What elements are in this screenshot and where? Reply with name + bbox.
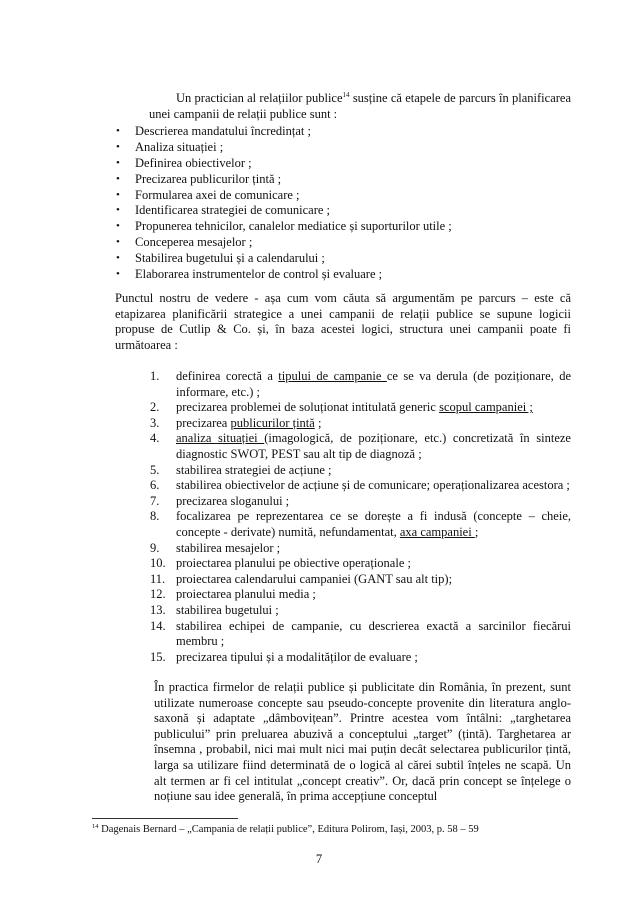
- bullet-text: Precizarea publicurilor țintă ;: [135, 171, 282, 186]
- bullet-item: [115, 267, 585, 283]
- bullet-text: Analiza situației ;: [135, 139, 224, 154]
- step-item: [150, 650, 571, 666]
- bullet-text: Identificarea strategiei de comunicare ;: [135, 203, 331, 218]
- bullet-icon: •: [116, 204, 120, 217]
- step-text-post: ;: [474, 524, 479, 539]
- step-item: [150, 400, 571, 416]
- step-text-pre: stabilirea strategiei de acțiune ;: [176, 462, 332, 477]
- campaign-structure-list: [150, 369, 571, 665]
- step-number: 11.: [150, 571, 166, 586]
- bullet-text: Conceperea mesajelor ;: [135, 235, 253, 250]
- step-text-underlined: publicurilor țintă: [230, 415, 315, 430]
- step-number: 10.: [150, 556, 166, 571]
- bullet-item: [115, 235, 585, 251]
- step-item: [150, 587, 571, 603]
- step-text-pre: definirea corectă a: [176, 369, 279, 383]
- step-item: [150, 369, 571, 400]
- intro-text-end: susține că etapele de parcurs în planificarea unei campanii de relații publice sunt :: [149, 91, 571, 121]
- step-text-underlined: tipului de campanie: [278, 369, 387, 383]
- footnote-reference[interactable]: 14: [342, 91, 350, 99]
- viewpoint-paragraph: Punctul nostru de vedere - așa cum vom căuta să argumentăm pe parcurs – este că etapizarea planificării strategice a unei campanii de relații publice se supune logicii propuse de Cutlip & Co. și, în baza acestei logici, structura unei campanii poate fi următoarea :: [115, 291, 571, 352]
- step-text-post: ce se va derula (de poziționare, de informare, etc.) ;: [176, 369, 572, 399]
- bullet-item: [115, 203, 585, 219]
- step-number: 15.: [150, 649, 166, 664]
- intro-paragraph: [149, 91, 571, 122]
- step-number: 13.: [150, 602, 166, 617]
- step-text-pre: precizarea sloganului ;: [176, 493, 290, 508]
- step-text: [176, 369, 571, 400]
- bullet-icon: •: [116, 156, 120, 169]
- bullet-icon: •: [116, 252, 120, 265]
- step-item: [150, 619, 571, 650]
- bullet-text: Descrierea mandatului încredințat ;: [135, 124, 311, 138]
- step-number: 5.: [150, 462, 160, 477]
- step-text: [176, 509, 571, 540]
- closing-paragraph: În practica firmelor de relații publice și publicitate din România, în prezent, sunt utilizate numeroase concepte sau pseudo-concepte provenite din literatura anglo-saxonă și adaptate „dâmbovițean”. Printre acestea vom întâlni: „targhetarea publicului” prin preluarea abuzivă a conceptului „target” (țintă). Targhetarea ar însemna , probabil, nici mai mult nici mai puțin decât selectarea publicurilor țintă, larga sa utilizare fiind determinată de o logică al cărei subtil înțeles ne scapă. Un alt termen ar fi cel intitulat „concept creativ”. Or, dacă prin concept se înțelege o noțiune sau idee generală, în prima accepțiune conceptul: [154, 680, 571, 804]
- step-number: 4.: [150, 431, 160, 446]
- step-item: [150, 509, 571, 540]
- step-text: [176, 603, 571, 619]
- bullet-icon: •: [116, 140, 120, 153]
- step-text-pre: precizarea: [176, 415, 231, 430]
- step-text: [176, 494, 571, 510]
- intro-text-start: Un practician al relațiilor publice: [176, 91, 343, 105]
- step-item: [150, 556, 571, 572]
- footnote-number: 14: [92, 823, 99, 830]
- step-item: [150, 463, 571, 479]
- bullet-icon: •: [116, 268, 120, 281]
- campaign-stages-list: [115, 124, 585, 283]
- step-item: [150, 603, 571, 619]
- step-number: 14.: [150, 618, 166, 633]
- bullet-item: [115, 124, 585, 140]
- step-text-pre: focalizarea pe reprezentarea ce se dorește a fi indusă (concepte – cheie, concepte - derivate) numită, nefundamentat,: [176, 509, 571, 539]
- page-number: 7: [315, 852, 323, 866]
- bullet-text: Propunerea tehnicilor, canalelor mediatice și suporturilor utile ;: [135, 219, 452, 234]
- step-number: 6.: [150, 478, 160, 493]
- step-text: [176, 587, 571, 603]
- step-number: 2.: [150, 400, 160, 415]
- step-item: [150, 416, 571, 432]
- step-item: [150, 494, 571, 510]
- step-text: [176, 478, 571, 494]
- footnote-text: Dagenais Bernard – „Campania de relații publice”, Editura Polirom, Iași, 2003, p. 58 – 59: [98, 824, 479, 835]
- step-text: [176, 541, 571, 557]
- step-text-pre: stabilirea bugetului ;: [176, 602, 279, 617]
- bullet-icon: •: [116, 236, 120, 249]
- step-text: [176, 572, 571, 588]
- step-text-pre: stabilirea mesajelor ;: [176, 540, 281, 555]
- bullet-text: Elaborarea instrumentelor de control și evaluare ;: [135, 267, 383, 282]
- step-text-underlined: analiza situației: [176, 431, 265, 446]
- step-item: [150, 572, 571, 588]
- step-text: [176, 619, 571, 650]
- bullet-item: [115, 172, 585, 188]
- step-text: [176, 556, 571, 572]
- bullet-text: Formularea axei de comunicare ;: [135, 187, 300, 202]
- step-number: 9.: [150, 540, 160, 555]
- footnote-separator: [92, 818, 238, 819]
- bullet-item: [115, 140, 585, 156]
- step-item: [150, 478, 571, 494]
- bullet-icon: •: [116, 172, 120, 185]
- bullet-icon: •: [116, 188, 120, 201]
- bullet-icon: •: [116, 125, 120, 137]
- step-text-pre: precizarea tipului și a modalităților de evaluare ;: [176, 649, 418, 664]
- step-text: [176, 431, 571, 462]
- step-number: 8.: [150, 509, 160, 524]
- step-number: 7.: [150, 493, 160, 508]
- step-text-pre: stabilirea obiectivelor de acțiune și de comunicare; operaționalizarea acestora ;: [176, 478, 570, 493]
- footnote: [92, 823, 572, 836]
- step-text-underlined: scopul campaniei ;: [439, 400, 533, 415]
- step-text-pre: precizarea problemei de soluționat intitulată generic: [176, 400, 440, 415]
- step-item: [150, 431, 571, 462]
- step-text-underlined: axa campaniei: [399, 524, 475, 539]
- step-item: [150, 541, 571, 557]
- step-number: 1.: [150, 369, 160, 383]
- step-text-post: (imagologică, de poziționare, etc.) concretizată în sinteze diagnostic SWOT, PEST sau alt tip de diagnoză ;: [176, 431, 571, 461]
- bullet-item: [115, 188, 585, 204]
- step-text: [176, 400, 571, 416]
- step-text: [176, 650, 571, 666]
- step-text-post: ;: [314, 415, 322, 430]
- bullet-item: [115, 219, 585, 235]
- step-text-pre: proiectarea calendarului campaniei (GANT sau alt tip);: [176, 571, 453, 586]
- step-text: [176, 463, 571, 479]
- bullet-item: [115, 251, 585, 267]
- step-text: [176, 416, 571, 432]
- step-text-pre: proiectarea planului pe obiective operaționale ;: [176, 556, 411, 571]
- bullet-icon: •: [116, 220, 120, 233]
- step-number: 3.: [150, 415, 160, 430]
- bullet-text: Stabilirea bugetului și a calendarului ;: [135, 251, 325, 266]
- step-text-pre: stabilirea echipei de campanie, cu descrierea exactă a sarcinilor fiecărui membru ;: [176, 618, 571, 649]
- bullet-item: [115, 156, 585, 172]
- step-number: 12.: [150, 587, 166, 602]
- step-text-pre: proiectarea planului media ;: [176, 587, 316, 602]
- bullet-text: Definirea obiectivelor ;: [135, 155, 252, 170]
